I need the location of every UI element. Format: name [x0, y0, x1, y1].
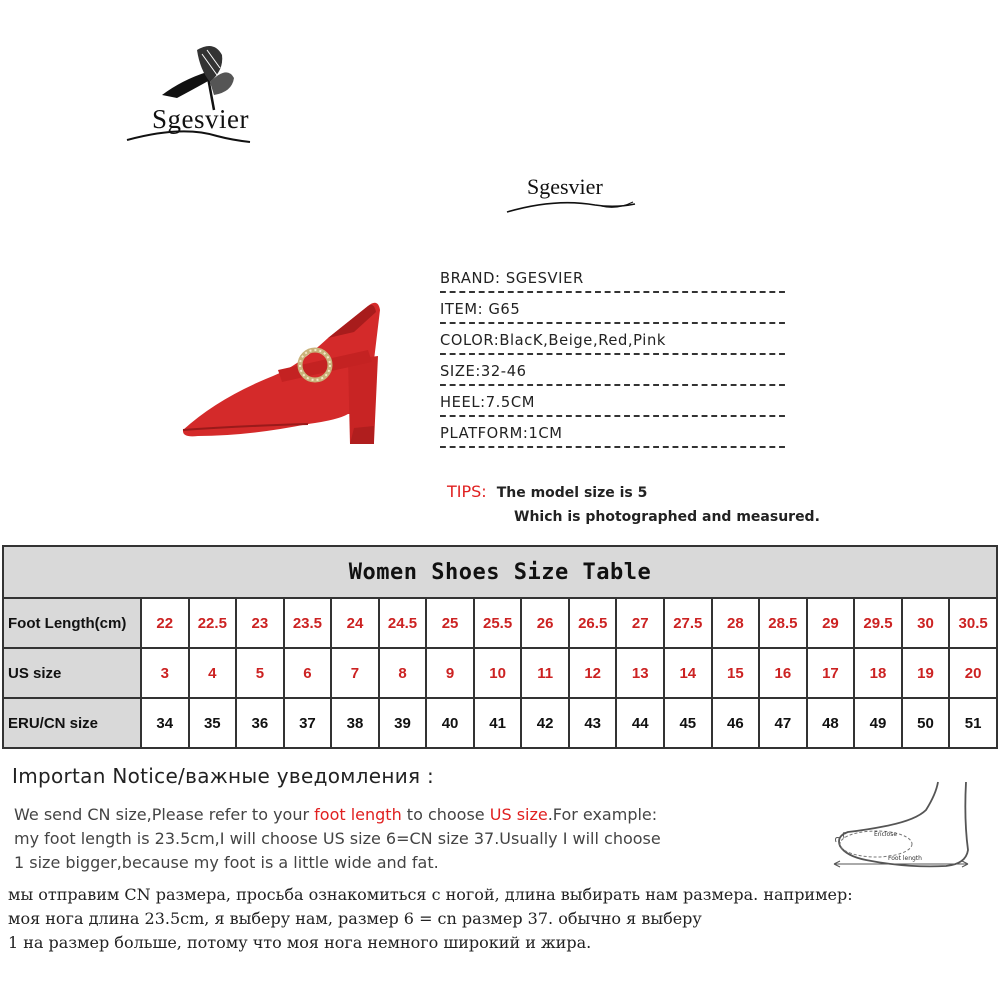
product-shoe-image	[178, 298, 418, 448]
table-cell: 22.5	[189, 598, 237, 648]
tips-block	[447, 480, 820, 529]
notice-en-line-2: my foot length is 23.5cm,I will choose US size 6=CN size 37.Usually I will choose	[14, 829, 661, 848]
brand-logo-small	[505, 172, 640, 222]
table-cell: 24	[331, 598, 379, 648]
notice-ru-line-2: моя нога длина 23.5cm, я выберу нам, размер 6 = cn размер 37. обычно я выберу	[8, 909, 702, 928]
table-cell: 15	[712, 648, 760, 698]
table-cell: 6	[284, 648, 332, 698]
table-cell: 42	[521, 698, 569, 748]
table-cell: 14	[664, 648, 712, 698]
brand-wordmark-large: Sgesvier	[152, 104, 249, 134]
notice-en-text: to choose	[401, 805, 490, 824]
table-cell: 8	[379, 648, 427, 698]
table-cell: 38	[331, 698, 379, 748]
spec-platform: PLATFORM:1CM	[440, 421, 785, 452]
table-row	[3, 648, 997, 698]
table-cell: 23.5	[284, 598, 332, 648]
table-cell: 29.5	[854, 598, 902, 648]
table-cell: 35	[189, 698, 237, 748]
spec-brand: BRAND: SGESVIER	[440, 266, 785, 297]
product-specs	[440, 266, 792, 452]
table-cell: 49	[854, 698, 902, 748]
table-cell: 4	[189, 648, 237, 698]
table-cell: 45	[664, 698, 712, 748]
table-cell: 11	[521, 648, 569, 698]
table-cell: 19	[902, 648, 950, 698]
brand-wordmark-small: Sgesvier	[527, 174, 603, 199]
table-cell: 5	[236, 648, 284, 698]
table-cell: 24.5	[379, 598, 427, 648]
notice-en-highlight-us-size: US size	[489, 805, 548, 824]
table-cell: 26	[521, 598, 569, 648]
table-cell: 18	[854, 648, 902, 698]
table-cell: 27	[616, 598, 664, 648]
table-cell: 47	[759, 698, 807, 748]
tips-label: TIPS:	[447, 482, 487, 501]
table-cell: 43	[569, 698, 617, 748]
notice-russian	[8, 883, 968, 955]
table-cell: 26.5	[569, 598, 617, 648]
table-cell: 30	[902, 598, 950, 648]
table-row	[3, 698, 997, 748]
table-cell: 3	[141, 648, 189, 698]
spec-item: ITEM: G65	[440, 297, 785, 328]
row-label-eu-cn-size: ERU/CN size	[3, 698, 141, 748]
foot-measure-diagram	[826, 780, 986, 880]
table-cell: 48	[807, 698, 855, 748]
notice-en-highlight-foot-length: foot length	[314, 805, 402, 824]
notice-title: Importan Notice/важные уведомления :	[12, 764, 435, 788]
table-cell: 51	[949, 698, 997, 748]
notice-ru-line-1: мы отправим CN размера, просьба ознакомиться с ногой, длина выбирать нам размера. например:	[8, 885, 853, 904]
row-label-us-size: US size	[3, 648, 141, 698]
table-cell: 29	[807, 598, 855, 648]
tips-line-1: The model size is 5	[496, 485, 648, 501]
table-cell: 36	[236, 698, 284, 748]
table-cell: 25.5	[474, 598, 522, 648]
foot-outline-icon	[826, 780, 986, 880]
table-cell: 34	[141, 698, 189, 748]
butterfly-heel-logo-icon	[122, 40, 272, 160]
table-cell: 27.5	[664, 598, 712, 648]
table-cell: 9	[426, 648, 474, 698]
table-cell: 23	[236, 598, 284, 648]
row-label-foot-length: Foot Length(cm)	[3, 598, 141, 648]
notice-ru-line-3: 1 на размер больше, потому что моя нога немного широкий и жира.	[8, 933, 592, 952]
table-cell: 46	[712, 698, 760, 748]
tips-line-2: Which is photographed and measured.	[514, 509, 820, 525]
table-cell: 41	[474, 698, 522, 748]
table-cell: 40	[426, 698, 474, 748]
table-cell: 28.5	[759, 598, 807, 648]
spec-color: COLOR:BlacK,Beige,Red,Pink	[440, 328, 785, 359]
brand-logo-large	[122, 40, 272, 160]
table-cell: 17	[807, 648, 855, 698]
table-cell: 39	[379, 698, 427, 748]
table-cell: 20	[949, 648, 997, 698]
size-table-title: Women Shoes Size Table	[3, 546, 997, 598]
table-cell: 37	[284, 698, 332, 748]
table-row	[3, 598, 997, 648]
foot-enclose-label: Enclose	[874, 831, 898, 838]
spec-heel: HEEL:7.5CM	[440, 390, 785, 421]
spec-size: SIZE:32-46	[440, 359, 785, 390]
table-cell: 13	[616, 648, 664, 698]
notice-en-line-3: 1 size bigger,because my foot is a little wide and fat.	[14, 853, 439, 872]
table-cell: 16	[759, 648, 807, 698]
table-cell: 25	[426, 598, 474, 648]
table-cell: 50	[902, 698, 950, 748]
table-cell: 10	[474, 648, 522, 698]
table-cell: 22	[141, 598, 189, 648]
notice-en-text: We send CN size,Please refer to your	[14, 805, 315, 824]
table-cell: 7	[331, 648, 379, 698]
red-mary-jane-pump-icon	[178, 298, 418, 448]
notice-en-text: .For example:	[547, 805, 658, 824]
table-cell: 12	[569, 648, 617, 698]
table-cell: 30.5	[949, 598, 997, 648]
foot-length-label: Foot length	[888, 855, 922, 862]
table-cell: 28	[712, 598, 760, 648]
notice-english	[14, 803, 814, 875]
table-cell: 44	[616, 698, 664, 748]
size-table	[2, 545, 998, 749]
